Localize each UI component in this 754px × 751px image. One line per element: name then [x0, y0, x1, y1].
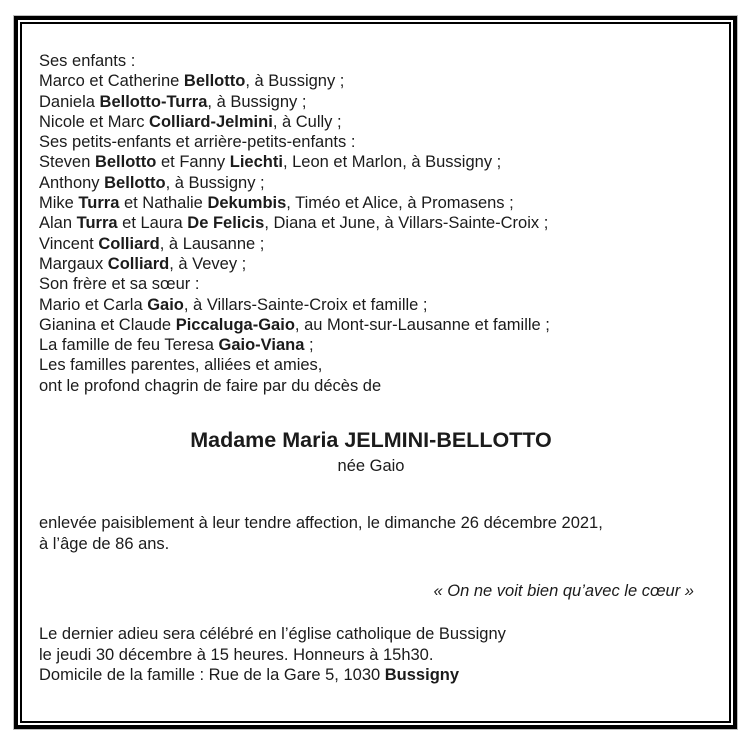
text-line	[39, 355, 703, 375]
family-surname-bold: Bellotto-Turra	[99, 92, 208, 111]
text-segment: , à Lausanne ;	[159, 234, 265, 253]
text-line	[39, 213, 703, 233]
text-segment: La famille de feu Teresa	[39, 336, 219, 355]
text-segment: Margaux	[39, 254, 108, 273]
text-segment: , à Cully ;	[272, 112, 342, 131]
text-segment: , Timéo et Alice, à Promasens ;	[286, 194, 514, 213]
text-segment: et Fanny	[156, 153, 230, 172]
text-segment: Le dernier adieu sera célébré en l’église catholique de Bussigny	[39, 625, 506, 644]
text-line	[39, 173, 703, 193]
announcement-frame-inner-border	[20, 22, 731, 723]
text-segment: Mario et Carla	[39, 295, 148, 314]
text-segment: et Laura	[117, 214, 188, 233]
text-line	[39, 152, 703, 172]
text-segment: Gianina et Claude	[39, 315, 176, 334]
text-line	[39, 254, 703, 274]
family-surname-bold: Dekumbis	[207, 194, 287, 213]
text-line	[39, 295, 703, 315]
text-line	[39, 534, 703, 554]
text-segment: Ses enfants :	[39, 52, 136, 70]
text-line	[39, 376, 703, 396]
text-segment: Les familles parentes, alliées et amies,	[39, 356, 323, 375]
family-surname-bold: Piccaluga-Gaio	[175, 315, 295, 334]
family-surname-bold: Bellotto	[104, 173, 166, 192]
family-surname-bold: Gaio-Viana	[218, 336, 305, 355]
ceremony-details-paragraph	[39, 624, 703, 685]
text-line	[39, 624, 703, 644]
text-segment: ;	[304, 336, 314, 355]
text-segment: , Diana et June, à Villars-Sainte-Croix ;	[264, 214, 549, 233]
family-relations-list	[39, 51, 703, 396]
family-surname-bold: De Felicis	[187, 214, 265, 233]
text-segment: Nicole et Marc	[39, 112, 150, 131]
text-segment: Marco et Catherine	[39, 72, 184, 91]
family-surname-bold: Liechti	[229, 153, 283, 172]
family-surname-bold: Bellotto	[94, 153, 157, 172]
memorial-quote: « On ne voit bien qu’avec le cœur »	[433, 581, 694, 600]
family-surname-bold: Colliard	[107, 254, 170, 273]
text-line	[39, 193, 703, 213]
text-segment: Vincent	[39, 234, 99, 253]
text-line	[39, 92, 703, 112]
text-line	[39, 132, 703, 152]
text-segment: Alan	[39, 214, 77, 233]
maiden-name: née Gaio	[337, 457, 405, 476]
text-segment: Mike	[39, 194, 79, 213]
text-segment: Son frère et sa sœur :	[39, 275, 200, 294]
text-line	[39, 315, 703, 335]
text-line	[39, 71, 703, 91]
text-segment: , à Bussigny ;	[245, 72, 345, 91]
text-segment: , au Mont-sur-Lausanne et famille ;	[294, 315, 550, 334]
announcement-frame-outer-border	[14, 16, 737, 729]
text-line	[39, 274, 703, 294]
text-segment: , à Bussigny ;	[165, 173, 265, 192]
family-surname-bold: Turra	[78, 194, 120, 213]
family-surname-bold: Gaio	[147, 295, 184, 314]
text-line	[39, 335, 703, 355]
text-segment: ont le profond chagrin de faire par du décès de	[39, 376, 382, 395]
family-surname-bold: Turra	[76, 214, 118, 233]
text-line	[39, 513, 703, 533]
text-line	[39, 234, 703, 254]
text-segment: , à Villars-Sainte-Croix et famille ;	[183, 295, 428, 314]
text-segment: Steven	[39, 153, 95, 172]
text-segment: enlevée paisiblement à leur tendre affection, le dimanche 26 décembre 2021,	[39, 514, 603, 533]
text-line	[39, 112, 703, 132]
family-surname-bold: Bellotto	[183, 72, 246, 91]
text-segment: , à Vevey ;	[169, 254, 247, 273]
text-line	[39, 645, 703, 665]
text-line	[39, 51, 703, 71]
text-segment: Ses petits-enfants et arrière-petits-enfants :	[39, 133, 356, 152]
family-surname-bold: Colliard-Jelmini	[149, 112, 273, 131]
death-notice-paragraph	[39, 513, 703, 554]
text-segment: Domicile de la famille : Rue de la Gare 5, 1030	[39, 665, 385, 684]
deceased-name-title: Madame Maria JELMINI-BELLOTTO	[190, 428, 552, 453]
text-segment: à l’âge de 86 ans.	[39, 534, 170, 553]
text-segment: , Leon et Marlon, à Bussigny ;	[282, 153, 502, 172]
text-segment: Daniela	[39, 92, 100, 111]
text-segment: et Nathalie	[119, 194, 208, 213]
text-segment: Anthony	[39, 173, 105, 192]
family-surname-bold: Colliard	[98, 234, 160, 253]
text-segment: le jeudi 30 décembre à 15 heures. Honneurs à 15h30.	[39, 645, 434, 664]
text-segment: , à Bussigny ;	[207, 92, 307, 111]
family-surname-bold: Bussigny	[384, 665, 460, 684]
text-line	[39, 665, 703, 685]
